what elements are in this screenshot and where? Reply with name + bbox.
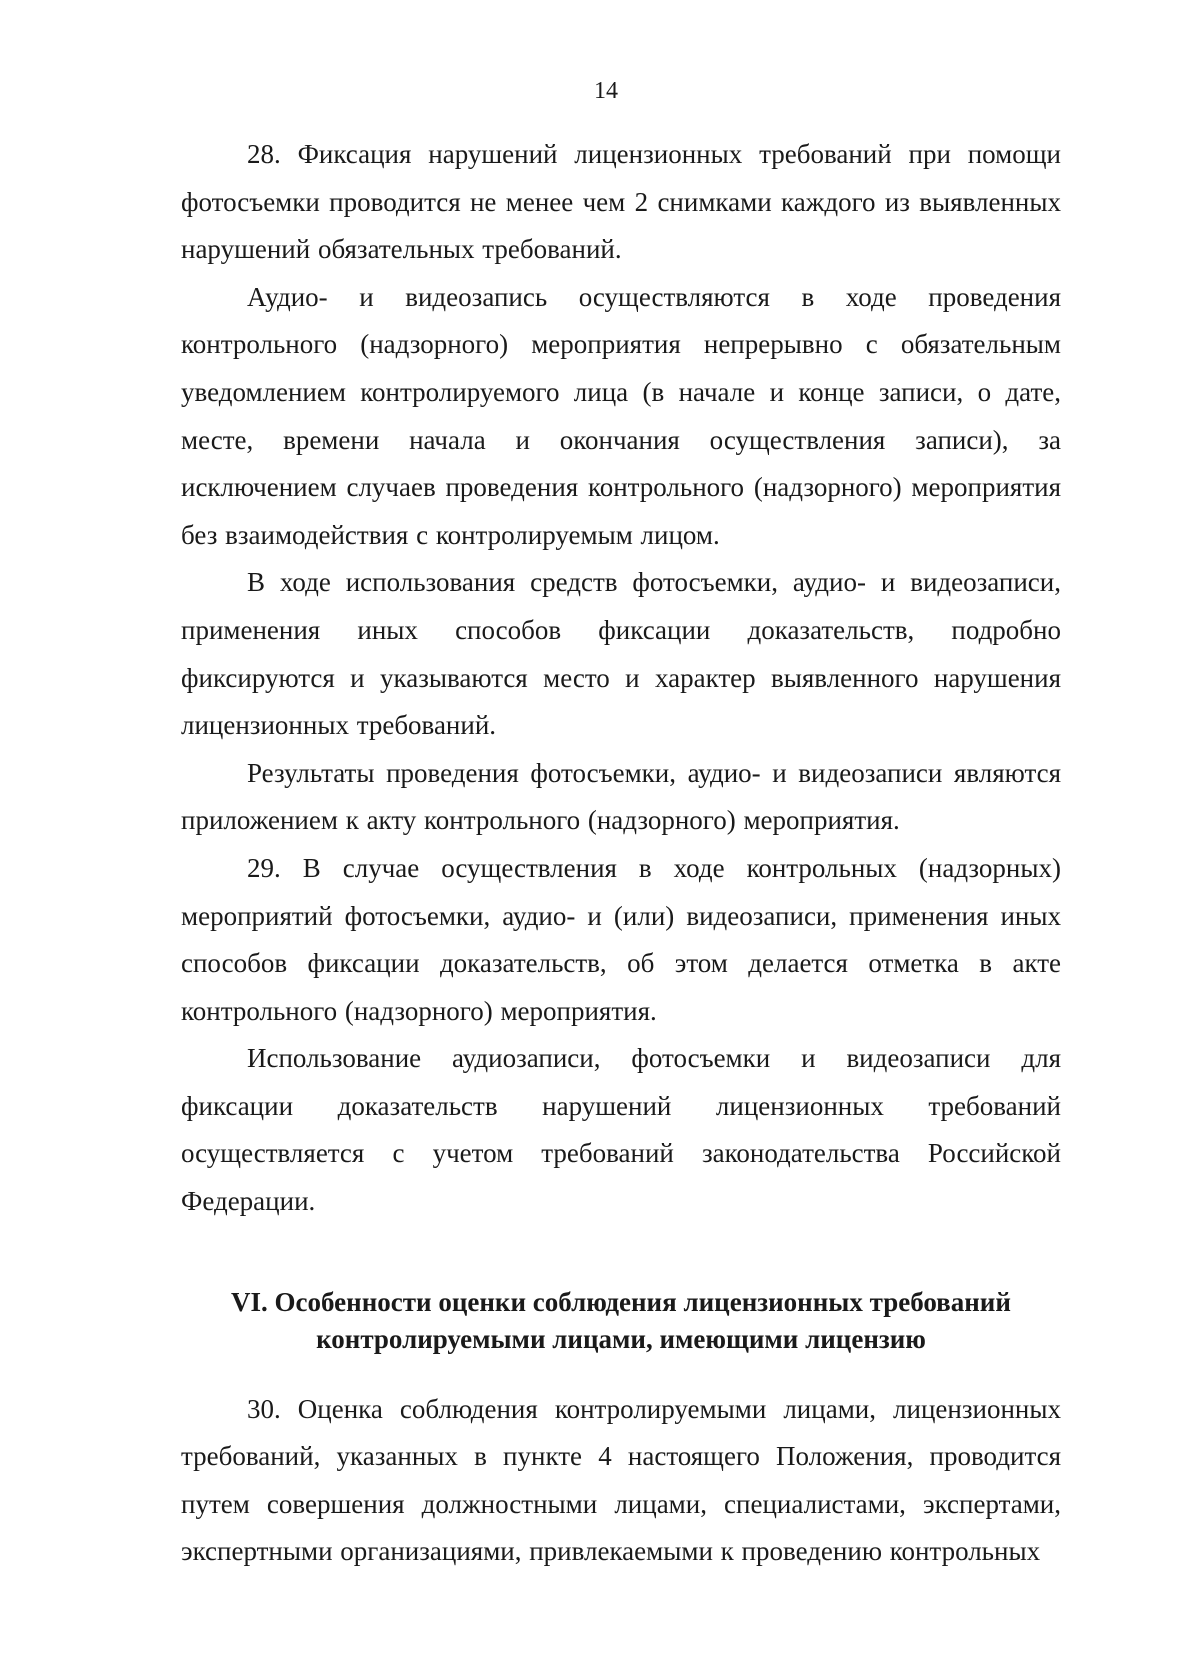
section-heading-line-2: контролируемыми лицами, имеющими лицензию bbox=[316, 1323, 926, 1354]
paragraph-recording-details: В ходе использования средств фотосъемки, аудио- и видеозаписи, применения иных способов фиксации доказательств, подробно фиксируются и указываются место и характер выявленного нарушения лицензионных требований. bbox=[181, 567, 1061, 741]
paragraph-audio-video-recording: Аудио- и видеозапись осуществляются в ходе проведения контрольного (надзорного) мероприятия непрерывно с обязательным уведомлением контролируемого лица (в начале и конце записи, о дате, месте, времени начала и окончания осуществления записи), за исключением случаев проведения контрольного (надзорного) мероприятия без взаимодействия с контролируемым лицом. bbox=[181, 281, 1061, 550]
section-heading-line-1: VI. Особенности оценки соблюдения лицензионных требований bbox=[231, 1286, 1011, 1317]
paragraph-29: 29. В случае осуществления в ходе контрольных (надзорных) мероприятий фотосъемки, аудио- и (или) видеозаписи, применения иных способов фиксации доказательств, об этом делается отметка в акте контрольного (надзорного) мероприятия. bbox=[181, 852, 1061, 1026]
paragraph-30: 30. Оценка соблюдения контролируемыми лицами, лицензионных требований, указанных в пункте 4 настоящего Положения, проводится путем совершения должностными лицами, специалистами, экспертами, экспертными организациями, привлекаемыми к проведению контрольных bbox=[181, 1393, 1061, 1567]
section-heading bbox=[181, 1226, 1061, 1386]
paragraph-legislation-compliance: Использование аудиозаписи, фотосъемки и видеозаписи для фиксации доказательств нарушений лицензионных требований осуществляется с учетом требований законодательства Российской Федерации. bbox=[181, 1043, 1061, 1217]
paragraph-28: 28. Фиксация нарушений лицензионных требований при помощи фотосъемки проводится не менее чем 2 снимками каждого из выявленных нарушений обязательных требований. bbox=[181, 139, 1061, 265]
paragraph-results-attachment: Результаты проведения фотосъемки, аудио- и видеозаписи являются приложением к акту контрольного (надзорного) мероприятия. bbox=[181, 757, 1061, 836]
document-body bbox=[181, 131, 1061, 1576]
page-number: 14 bbox=[594, 78, 618, 104]
